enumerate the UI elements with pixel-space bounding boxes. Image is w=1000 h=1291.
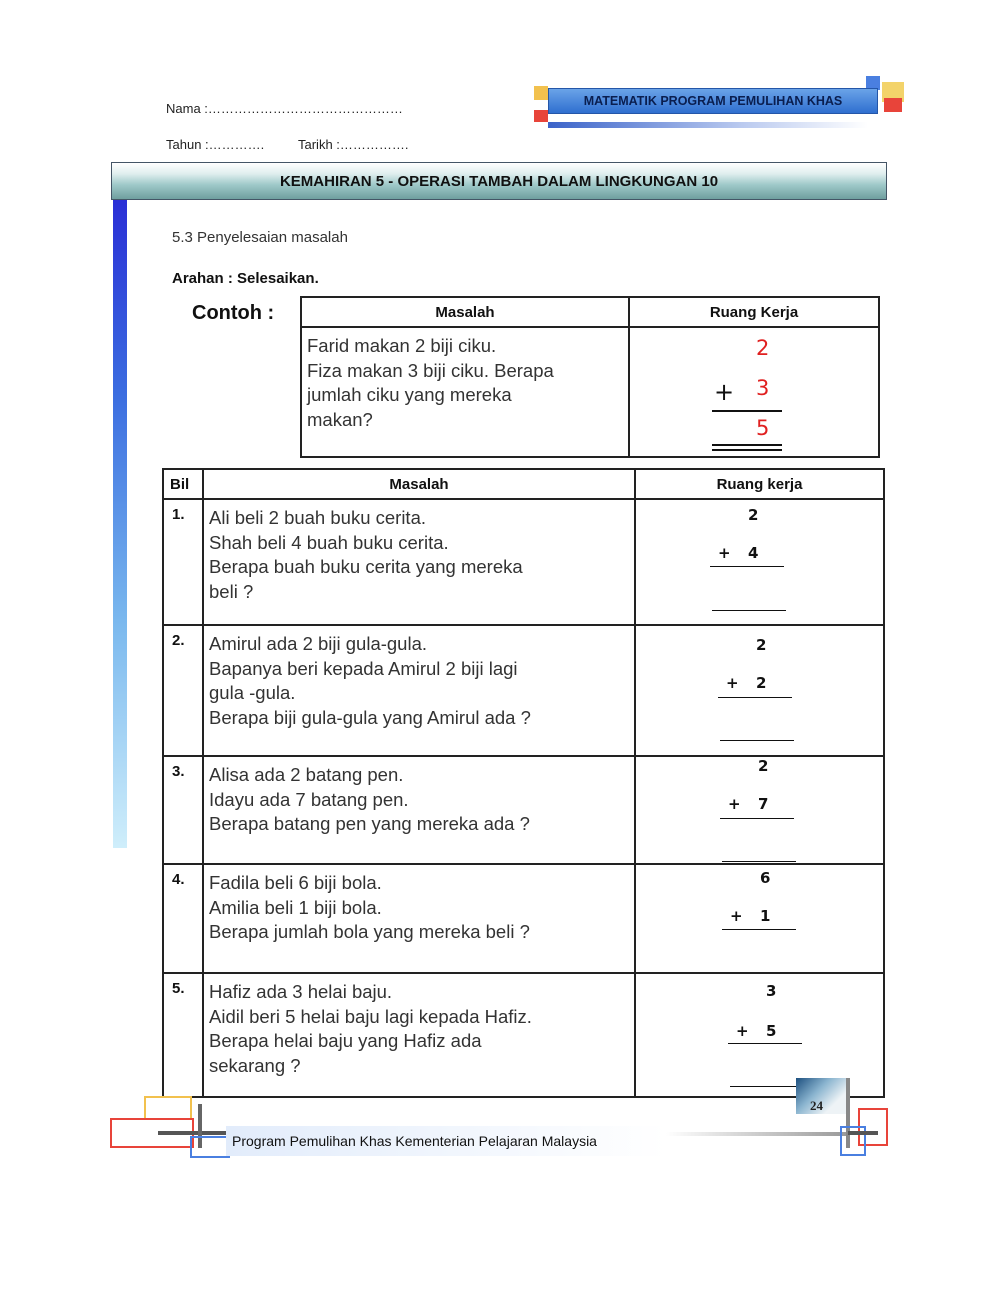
addend-a: 2	[758, 757, 769, 775]
footer-program: Program Pemulihan Khas Kementerian Pelajaran Malaysia	[226, 1126, 666, 1156]
plus-sign: +	[714, 378, 735, 406]
tahun-blank[interactable]: ………….	[208, 137, 265, 152]
tarikh-field[interactable]	[298, 137, 409, 152]
plus-sign: +	[736, 1022, 749, 1040]
row-number: 5.	[163, 973, 203, 1097]
nama-label: Nama :	[166, 101, 208, 116]
problem-text	[203, 756, 635, 864]
problem-line: Bapanya beri kepada Amirul 2 biji lagi	[209, 657, 518, 679]
problem-line: gula -gula.	[209, 682, 296, 703]
row-number: 1.	[163, 499, 203, 625]
nama-field[interactable]	[166, 101, 403, 116]
col-masalah: Masalah	[203, 469, 635, 499]
problem-row-4	[163, 864, 884, 973]
problem-line: beli ?	[209, 580, 254, 602]
problem-line: Berapa buah buku cerita yang mereka	[209, 556, 523, 577]
answer-blank[interactable]	[730, 1086, 804, 1087]
sum-line	[710, 566, 784, 567]
example-addend-a: 2	[756, 336, 770, 360]
addend-a: 6	[760, 869, 771, 887]
problem-row-5	[163, 973, 884, 1097]
example-line: Fiza makan 3 biji ciku. Berapa	[307, 359, 554, 381]
addend-a: 3	[766, 982, 777, 1000]
example-problem	[301, 327, 629, 457]
instruction: Arahan : Selesaikan.	[172, 270, 319, 287]
example-addend-b: 3	[756, 376, 770, 400]
problem-line: Ali beli 2 buah buku cerita.	[209, 507, 426, 528]
problem-text	[203, 625, 635, 756]
problem-text	[203, 499, 635, 625]
tahun-label: Tahun :	[166, 137, 209, 152]
addend-a: 2	[756, 636, 767, 654]
col-ruang-kerja: Ruang kerja	[635, 469, 884, 499]
problem-line: Idayu ada 7 batang pen.	[209, 788, 409, 810]
col-bil: Bil	[163, 469, 203, 499]
problem-line: Fadila beli 6 biji bola.	[209, 872, 382, 893]
plus-sign: +	[726, 674, 739, 692]
problem-row-2	[163, 625, 884, 756]
problem-line: Amilia beli 1 biji bola.	[209, 896, 382, 918]
section-heading: 5.3 Penyelesaian masalah	[172, 229, 348, 246]
example-label: Contoh :	[192, 302, 275, 324]
tarikh-blank[interactable]: …………….	[339, 137, 409, 152]
sum-line	[718, 697, 792, 698]
problem-line: Berapa helai baju yang Hafiz ada	[209, 1030, 482, 1051]
example-double-line-top	[712, 444, 782, 446]
addend-b: 1	[760, 907, 771, 925]
example-line: Farid makan 2 biji ciku.	[307, 335, 497, 356]
example-workspace	[629, 327, 879, 457]
problem-line: Berapa biji gula-gula yang Amirul ada ?	[209, 706, 531, 728]
sum-line	[728, 1043, 802, 1044]
plus-sign: +	[718, 544, 731, 562]
addend-b: 5	[766, 1022, 777, 1040]
tahun-field[interactable]	[166, 137, 264, 152]
plus-sign: +	[730, 907, 743, 925]
problems-table	[162, 468, 885, 1098]
skill-title: KEMAHIRAN 5 - OPERASI TAMBAH DALAM LINGKUNGAN 10	[111, 162, 887, 200]
row-number: 2.	[163, 625, 203, 756]
problem-text	[203, 973, 635, 1097]
sum-line	[722, 929, 796, 930]
example-line: makan?	[307, 408, 373, 430]
answer-blank[interactable]	[720, 740, 794, 741]
problem-line: Berapa jumlah bola yang mereka beli ?	[209, 921, 530, 942]
workspace	[635, 864, 884, 973]
nama-blank[interactable]: ………………………………………	[207, 101, 403, 116]
row-number: 4.	[163, 864, 203, 973]
row-number: 3.	[163, 756, 203, 864]
problem-line: Aidil beri 5 helai baju lagi kepada Hafiz.	[209, 1005, 532, 1027]
addend-b: 7	[758, 795, 769, 813]
problem-text	[203, 864, 635, 973]
addend-a: 2	[748, 506, 759, 524]
problem-line: Hafiz ada 3 helai baju.	[209, 981, 393, 1002]
problem-line: Berapa batang pen yang mereka ada ?	[209, 813, 530, 834]
problem-line: Alisa ada 2 batang pen.	[209, 764, 404, 785]
problem-line: Amirul ada 2 biji gula-gula.	[209, 633, 428, 654]
example-double-line-bottom	[712, 449, 782, 451]
problem-line: sekarang ?	[209, 1054, 301, 1076]
problem-line: Shah beli 4 buah buku cerita.	[209, 531, 449, 553]
addend-b: 4	[748, 544, 759, 562]
problem-row-3	[163, 756, 884, 864]
plus-sign: +	[728, 795, 741, 813]
tarikh-label: Tarikh :	[298, 137, 340, 152]
program-banner: MATEMATIK PROGRAM PEMULIHAN KHAS	[548, 88, 878, 114]
workspace	[635, 625, 884, 756]
example-answer: 5	[756, 416, 770, 440]
problem-row-1	[163, 499, 884, 625]
workspace	[635, 499, 884, 625]
example-sum-line	[712, 410, 782, 412]
workspace	[635, 756, 884, 864]
answer-blank[interactable]	[712, 610, 786, 611]
example-table	[300, 296, 880, 458]
example-col-masalah: Masalah	[301, 297, 629, 327]
answer-blank[interactable]	[722, 861, 796, 862]
sum-line	[720, 818, 794, 819]
example-line: jumlah ciku yang mereka	[307, 384, 512, 405]
left-decorative-bar	[113, 200, 127, 848]
page-number: 24	[810, 1098, 823, 1113]
example-col-ruang: Ruang Kerja	[629, 297, 879, 327]
addend-b: 2	[756, 674, 767, 692]
